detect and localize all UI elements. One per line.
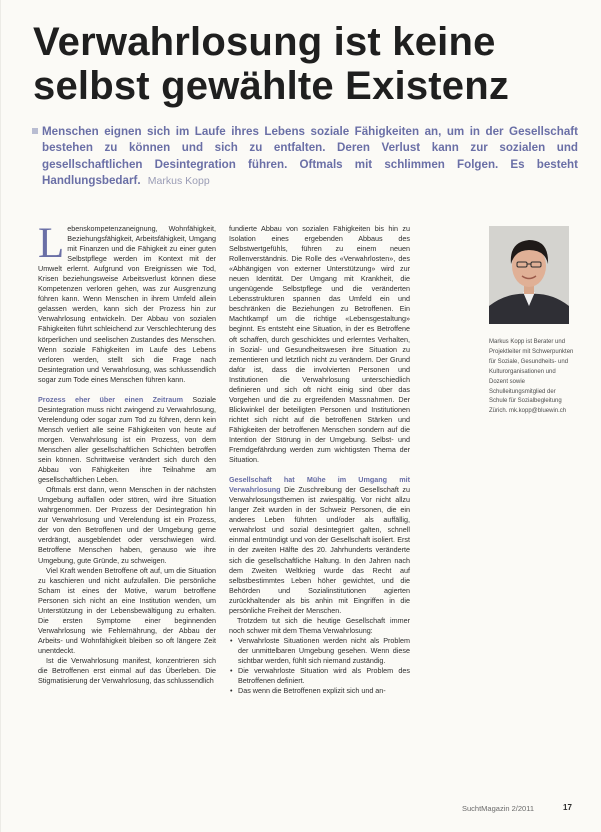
author-portrait-image <box>489 226 569 324</box>
paragraph <box>229 475 410 616</box>
subheading: Prozess eher über einen Zeitraum <box>38 394 184 404</box>
body-column-2 <box>229 224 410 696</box>
paragraph: fundierte Abbau von sozialen Fähigkeiten bis hin zu Isolation eines ergebenden Abbaus des Selbstwertgefühls, führen zu einem neuen Rollenverständnis. Die Rolle des «Verwahrlosten», des «Abhängigen von externer Unterstützung» wird zur neuen Identität. Der Umgang mit Krankheit, die ungenügende Selbstpflege und die veränderten Lebensstrukturen spannen das Umfeld ein und beschränken die Beziehungen zu Betroffenen. Ein Machtkampf um die richtige «Lebensgestaltung» beginnt. Es entsteht eine Situation, in der es Betroffene oft schaffen, durch geschicktes und erlerntes Verhalten, in Sozial- und Gesundheitswesen ihre Situation zu zementieren und letztlich nicht zu verändern. Der Grund dafür ist, dass die involvierten Personen und Institutionen die Verwahrlosung unterschiedlich definieren und sich oft nicht einig sind über das Vorgehen und die zu ergreifenden Massnahmen. Der Blickwinkel der beteiligten Personen und Institutionen richtet sich nicht auf die betroffenen Stärken und Fähigkeiten der betroffenen Menschen sondern auf die Intention der Störung in der Umgebung. Selbst- und Fremdgefährdung werden zum wichtigsten Thema der Situation. <box>229 224 410 465</box>
article-title: Verwahrlosung ist keine selbst gewählte Existenz <box>33 20 510 108</box>
paragraph <box>38 220 216 385</box>
paragraph <box>38 395 216 485</box>
lead-marker <box>32 128 38 134</box>
paragraph-text: ebenskompetenzaneignung, Wohnfähigkeit, Beziehungsfähigkeit, Arbeitsfähigkeit, Umgang mit Finanzen und die Fähigkeit zu einer guten Selbstpflege werden im Kontext mit der Umwelt erlernt. Aufgrund von Ereignissen wie Tod, Krisen beziehungsweise Arbeitsverlust können diese Kompetenzen verloren gehen, was zur Ausgrenzung führen kann. Wenn Menschen in ihrem Umfeld allein gelassen werden, kann sich der Prozess hin zur Verwahrlosung entwickeln. Der Abbau von sozialen Fähigkeiten führt schleichend zur Verschlechterung des körperlichen und seelischen Zustandes des Menschen. Wenn soziale Fähigkeiten im Laufe des Lebens verloren werden, stellt sich die Frage nach Desintegration und Verwahrlosung, was schlussendlich sogar zum Tode eines Menschen führen kann. <box>38 224 216 384</box>
paragraph: Oftmals erst dann, wenn Menschen in der nächsten Umgebung auffallen oder stören, wird ihre Situation wahrgenommen. Der Prozess der Desintegration hin zur Verwahrlosung und Verelendung ist ein Prozess, der von den Betroffenen und der Umgebung gerne verdrängt, ausgeblendet oder verschwiegen wird. Betroffene Menschen haben, genauso wie ihre Umgebung, gute Gründe, zu schweigen. <box>38 485 216 565</box>
author-caption: Markus Kopp ist Berater und Projektleiter mit Schwerpunkten für Soziale, Gesundheits- und Kulturorganisationen und Dozent sowie Schulleitungsmitglied der Schule für Sozialbegleitung Zürich. mk.kopp@bluewin.ch <box>489 339 574 415</box>
lead-text: Menschen eignen sich im Laufe ihres Lebens soziale Fähigkeiten an, um in der Gesellschaft bestehen zu können und sich zu entfalten. Deren Verlust kann zur sozialen und gesellschaftlichen Desintegration führen. Oftmals mit schlimmen Folgen. Es besteht Handlungsbedarf. <box>42 125 578 188</box>
footer-publication: SuchtMagazin 2/2011 <box>462 804 534 813</box>
article-lead <box>42 124 578 190</box>
paragraph: Ist die Verwahrlosung manifest, konzentrieren sich die Betroffenen erst einmal auf das Überleben. Die Stigmatisierung der Verwahrlosung, das schlussendlich <box>38 655 216 686</box>
subheading: Gesellschaft hat Mühe im Umgang mit Verwahrlosung <box>229 475 410 495</box>
bullet-item: • Das wenn die Betroffenen explizit sich und an- <box>238 686 410 696</box>
paragraph: Viel Kraft wenden Betroffene oft auf, um die Situation zu kaschieren und nicht aufzufallen. Die persönliche Scham ist eines der Motive, warum betroffene Personen sich nicht an eine Institution wenden, um Unterstützung in der Lebensbewältigung zu erhalten. Die ersten Symptome einer beginnenden Verwahrlosung wie Fehlernährung, der Abbau der Arbeits- und Wohnfähigkeit bleiben so oft längere Zeit unentdeckt. <box>38 565 216 655</box>
paragraph: Trotzdem tut sich die heutige Gesellschaft immer noch schwer mit dem Thema Verwahrlosung: <box>229 615 410 635</box>
paragraph-text: Soziale Desintegration muss nicht zwingend zu Verwahrlosung, Verelendung oder sogar zum Tod zu führen, denn kein Mensch verliert alle seine Fähigkeiten von heute auf morgen. Verwahrlosung ist ein Prozess, von dem Menschen aller gesellschaftlichen Schichten betroffen sein können. Schrittweise verändert sich durch den Abbau von Fähigkeiten ihre Teilnahme am gesellschaftlichen Leben. <box>38 394 216 485</box>
author-name: Markus Kopp <box>147 175 210 188</box>
page-number: 17 <box>563 803 572 812</box>
author-photo <box>489 226 569 324</box>
bullet-item: • Die verwahrloste Situation wird als Problem des Betroffenen definiert. <box>238 666 410 686</box>
bullet-item: • Verwahrloste Situationen werden nicht als Problem der unmittelbaren Umgebung gesehen. Wenn diese sichtbar werden, fühlt sich niemand zuständig. <box>238 636 410 666</box>
body-column-1 <box>38 220 216 686</box>
bullet-list <box>229 636 410 696</box>
drop-cap: L <box>38 220 65 267</box>
paragraph-text: Die Zuschreibung der Gesellschaft zu Verwahrlosungsthemen ist zwiespältig. Vor nicht allzu langer Zeit wurden in der Schweiz Personen, die ein anderes Leben führten und/oder als auffällig, verwahrlost und sozial desintegriert galten, schnell einmal entmündigt und von der Gesellschaft isoliert. Erst in der zweiten Hälfte des 20. Jahrhunderts veränderte sich die gesellschaftliche Haltung. In den Jahren nach dem Zweiten Weltkrieg wurde das Recht auf selbstbestimmtes Leben höher gewichtet, und die Behörden und Sozialinstitutionen agierten zurückhaltender als bis anhin mit Eingriffen in die persönliche Freiheit der Menschen. <box>229 485 411 615</box>
